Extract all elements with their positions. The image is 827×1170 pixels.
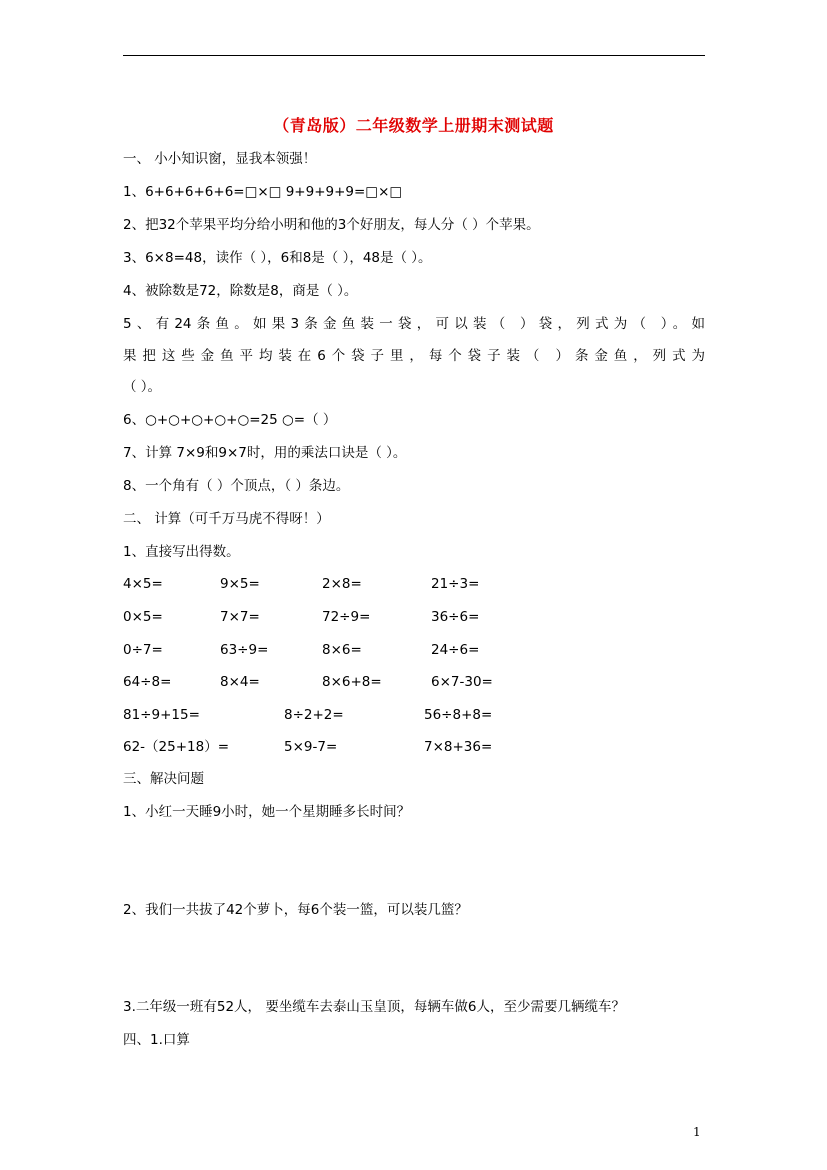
question-5-line-2: 果把这些金鱼平均装在6个袋子里，每个袋子装（ ）条金鱼，列式为 [123, 348, 705, 364]
section3-heading: 三、解决问题 [123, 771, 204, 787]
question-4: 4、被除数是72，除数是8，商是（ ）。 [123, 283, 358, 299]
calc-item: 8×6+8= [322, 674, 382, 690]
problem-3: 3.二年级一班有52人， 要坐缆车去泰山玉皇顶，每辆车做6人，至少需要几辆缆车？ [123, 999, 625, 1015]
question-5-line-1: 5、有24条鱼。如果3条金鱼装一袋，可以装（ ）袋，列式为（ ）。如 [123, 316, 705, 332]
calc-item: 8÷2+2= [284, 707, 344, 723]
calc-item: 81÷9+15= [123, 707, 200, 723]
question-2: 2、把32个苹果平均分给小明和他的3个好朋友，每人分（ ）个苹果。 [123, 217, 540, 233]
header-rule [123, 55, 705, 56]
calc-item: 56÷8+8= [424, 707, 493, 723]
calc-item: 2×8= [322, 576, 362, 592]
section1-heading: 一、 小小知识窗，显我本领强！ [123, 151, 317, 167]
question-6: 6、○+○+○+○+○=25 ○=（ ） [123, 412, 337, 428]
problem-1: 1、小红一天睡9小时，她一个星期睡多长时间？ [123, 804, 411, 820]
question-8: 8、一个角有（ ）个顶点，（ ）条边。 [123, 478, 350, 494]
page-title: （青岛版）二年级数学上册期末测试题 [273, 116, 554, 135]
question-3: 3、6×8=48，读作（ ），6和8是（ ），48是（ ）。 [123, 250, 432, 266]
calc-item: 7×7= [220, 609, 260, 625]
section2-heading: 二、 计算（可千万马虎不得呀！） [123, 511, 330, 527]
page-number: 1 [693, 1125, 701, 1139]
calc-item: 36÷6= [431, 609, 480, 625]
calc-item: 24÷6= [431, 642, 480, 658]
calc-item: 6×7-30= [431, 674, 493, 690]
calc-item: 21÷3= [431, 576, 480, 592]
calc-item: 64÷8= [123, 674, 172, 690]
calc-item: 9×5= [220, 576, 260, 592]
calc-item: 8×6= [322, 642, 362, 658]
question-5-line-3: （ ）。 [123, 379, 162, 395]
problem-2: 2、我们一共拔了42个萝卜，每6个装一篮，可以装几篮？ [123, 902, 468, 918]
calc-item: 7×8+36= [424, 739, 493, 755]
question-1: 1、6+6+6+6+6=□×□ 9+9+9+9=□×□ [123, 184, 403, 200]
calc-item: 63÷9= [220, 642, 269, 658]
calc-item: 62-（25+18）= [123, 739, 230, 755]
calc-item: 0×5= [123, 609, 163, 625]
calc-item: 4×5= [123, 576, 163, 592]
section2-sub-1: 1、直接写出得数。 [123, 544, 240, 560]
calc-item: 0÷7= [123, 642, 163, 658]
question-7: 7、计算 7×9和9×7时，用的乘法口诀是（ ）。 [123, 445, 407, 461]
calc-item: 72÷9= [322, 609, 371, 625]
section4-heading: 四、1.口算 [123, 1032, 190, 1048]
calc-item: 8×4= [220, 674, 260, 690]
calc-item: 5×9-7= [284, 739, 338, 755]
